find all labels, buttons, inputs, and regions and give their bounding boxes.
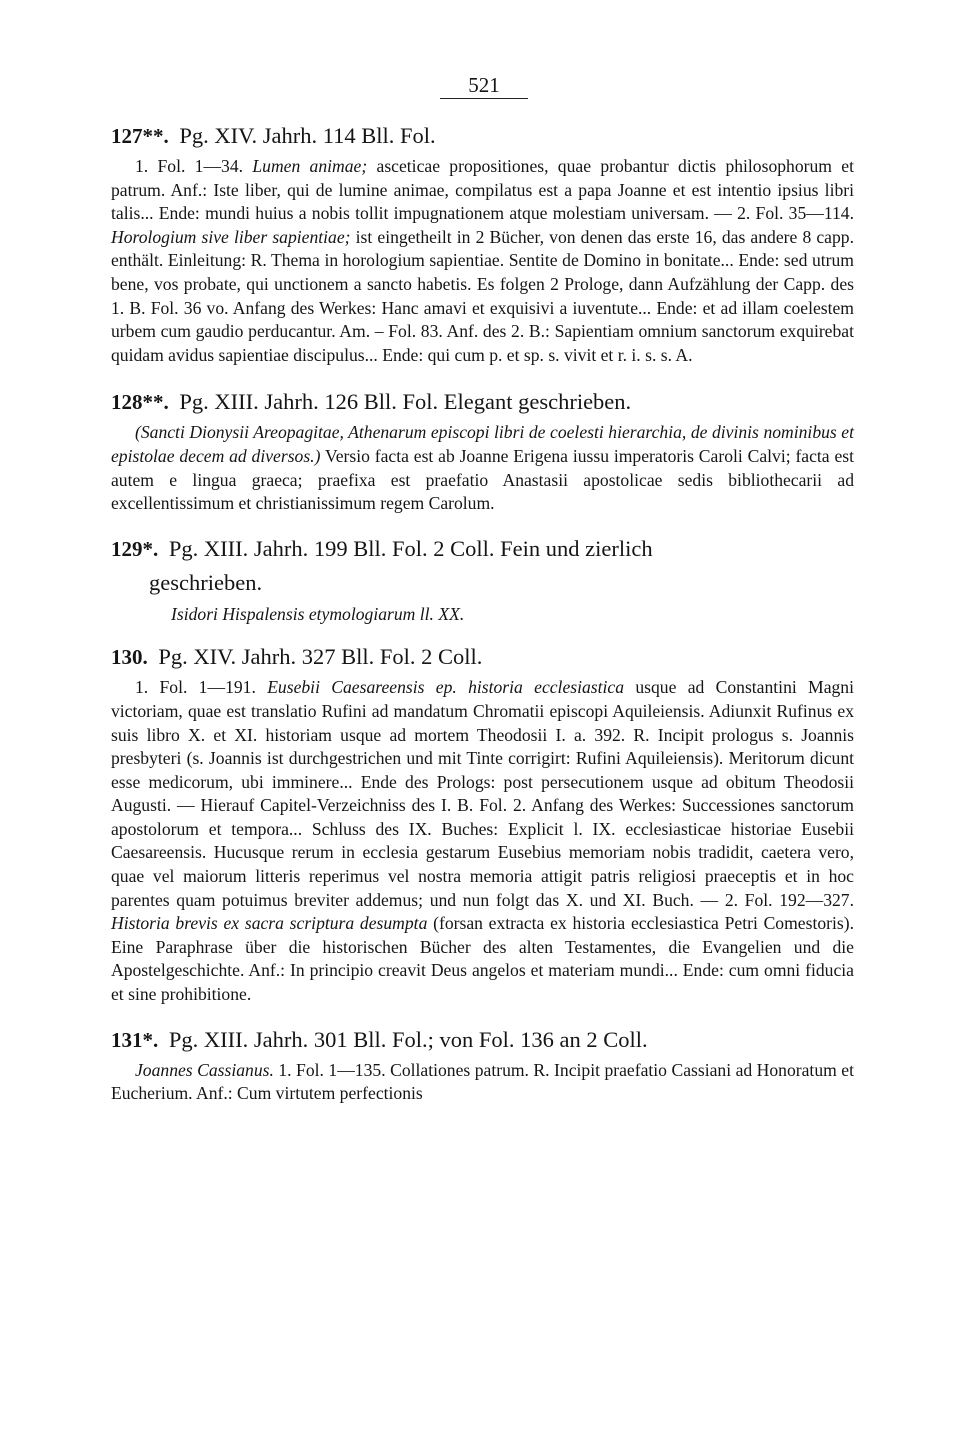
entry-heading [111,532,854,599]
entry-body [111,603,854,627]
entry-heading-text: Pg. XIII. Jahrh. 301 Bll. Fol.; von Fol. 136 an 2 Coll. [168,1026,648,1052]
paragraph [111,603,854,627]
text-run: asceticae propositiones, quae probantur dictis philosophorum et patrum. Anf.: Iste liber, qui de lumine animae, compilatus est a papa Joanne et est intentio ipsius libri talis... Ende: mundi huius a nobis tollit impugnationem atque molestiam universam. — 2. Fol. 35—114. [111,156,854,224]
entry-heading-text: Pg. XIV. Jahrh. 327 Bll. Fol. 2 Coll. [158,644,483,670]
text-run: (forsan extracta ex historia ecclesiastica Petri Comestoris). Eine Paraphrase über die historischen Bücher des alten Testamentes, die Evangelien und die Apostelgeschichte. Anf.: In principio creavit Deus angelos et materiam mundi... Ende: cum omni fiducia et sine prohibitione. [111,913,854,1005]
paragraph [111,676,854,1006]
entry-heading-text: Pg. XIII. Jahrh. 126 Bll. Fol. Elegant geschrieben. [179,389,632,415]
text-run: 1. Fol. 1—34. [135,156,253,176]
entry-number: 127**. [111,124,169,148]
paragraph [111,155,854,367]
entry-heading-text: Pg. XIV. Jahrh. 114 Bll. Fol. [179,123,436,148]
entry-body [111,421,854,515]
italic-text-run: Horologium sive liber sapientiae; [111,226,351,247]
italic-text-run: Joannes Cassianus. [135,1059,274,1080]
entry-heading-continuation: geschrieben. [149,569,263,595]
italic-text-run: Isidori Hispalensis etymologiarum ll. XX. [171,603,465,624]
text-run: 1. Fol. 1—191. [135,677,268,698]
entry-129 [111,532,854,627]
text-run: Versio facta est ab Joanne Erigena iussu imperatoris Caroli Calvi; facta est autem e lingua graeca; praefixa est praefatio Anastasii apostolicae sedis bibliothecarii ad excellentissimum et christianissimum regem Carolum. [111,445,854,514]
entry-heading [111,1025,854,1055]
italic-text-run: Eusebii Caesareensis ep. historia ecclesiastica [267,677,625,698]
entry-131 [111,1025,854,1106]
paragraph [111,421,854,515]
entry-heading [111,387,854,417]
entry-heading [111,642,854,672]
entry-127 [111,121,854,367]
entry-heading [111,121,854,151]
entry-number: 131*. [111,1027,159,1052]
entry-body [111,155,854,367]
page-number: 521 [440,72,528,99]
entry-body [111,676,854,1006]
text-run: ist eingetheilt in 2 Bücher, von denen das erste 16, das andere 8 capp. enthält. Einleitung: R. Thema in horologium sapientiae. Sentite de Domino in bonitate... Ende: sed utrum bene, vos probate, qui unctionem a sancto habetis. Es folgen 2 Prologe, dann Aufzählung der Capp. des 1. B. Fol. 36 vo. Anfang des Werkes: Hanc amavi et exquisivi a iuventute... Ende: et ad illam coelestem urbem cum gaudio perducantur. Am. – Fol. 83. Anf. des 2. B.: Sapientiam omnium sanctorum exquirebat quidam avidus sapientiae discipulus... Ende: qui cum p. et sp. s. vivit et r. i. s. s. A. [111,226,854,365]
italic-text-run: (Sancti Dionysii Areopagitae, Athenarum episcopi libri de coelesti hierarchia, de divinis nominibus et epistolae decem ad diversos.) [111,422,854,466]
entry-130 [111,642,854,1006]
text-run: 1. Fol. 1—135. Collationes patrum. R. Incipit praefatio Cassiani ad Honoratum et Eucherium. Anf.: Cum virtutem perfectionis [111,1059,854,1104]
entry-128 [111,387,854,515]
italic-text-run: Historia brevis ex sacra scriptura desumpta [111,913,428,934]
paragraph [111,1059,854,1106]
text-run: usque ad Constantini Magni victoriam, quae est translatio Rufini ad mandatum Chromatii episcopi Aquileiensis. Adiunxit Rufinus ex suis libro X. et XI. historiam usque ad mortem Theodosii I. a. 392. R. Incipit prologus s. Joannis presbyteri (s. Joannis ist durchgestrichen und mit Tinte corrigirt: Rufini Aquileiensis). Meritorum dicunt esse medicorum, ubi imminere... Ende des Prologs: post persecutionem usque ad obitum Theodosii Augusti. — Hierauf Capitel-Verzeichniss des I. B. Fol. 2. Anfang des Werkes: Successiones sanctorum apostolorum et tempora... Schluss des IX. Buches: Explicit l. IX. ecclesiasticae historiae Eusebii Caesareensis. Hucusque rerum in ecclesia gestarum Eusebius memoriam nobis tradidit, caetera vero, quae vel maiorum litteris reperimus vel nostra memoria attigit patris religiosi praeceptis et in hoc parentes quam potuimus breviter addemus; und nun folgt das X. und XI. Buch. — 2. Fol. 192—327. [111,677,854,910]
entry-number: 128**. [111,390,169,415]
entry-number: 130. [111,645,148,670]
entry-heading-text: Pg. XIII. Jahrh. 199 Bll. Fol. 2 Coll. Fein und zierlich [168,535,653,561]
entry-body [111,1059,854,1106]
italic-text-run: Lumen animae; [252,156,368,176]
entry-number: 129*. [111,536,159,561]
catalogue-content [111,121,854,1106]
